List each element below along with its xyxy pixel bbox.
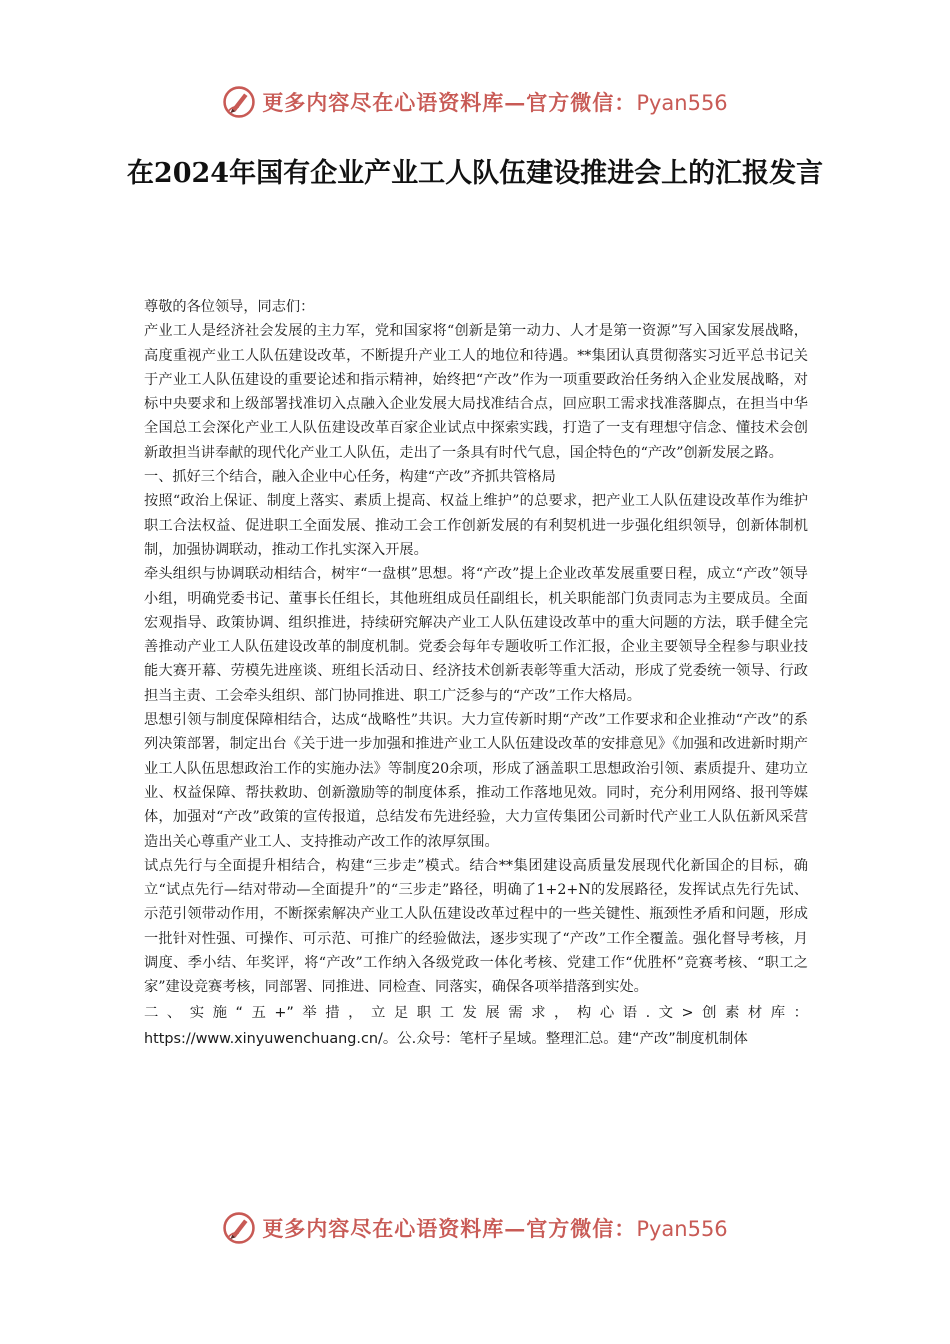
document-body xyxy=(144,295,808,1052)
pen-logo-icon xyxy=(222,1211,256,1245)
bottom-banner xyxy=(0,1206,950,1250)
section-heading: 二、实施“五+”举措，立足职工发展需求，构心语.文>创素材库：https://www.xinyuwenchuang.cn/。公.众号：笔杆子星域。整理汇总。建“产改”制度机制体 xyxy=(144,1004,808,1047)
banner-wechat: Pyan556 xyxy=(636,1217,728,1241)
section-heading: 一、抓好三个结合，融入企业中心任务，构建“产改”齐抓共管格局 xyxy=(144,469,556,486)
paragraph: 牵头组织与协调联动相结合，树牢“一盘棋”思想。将“产改”提上企业改革发展重要日程，成立“产改”领导小组，明确党委书记、董事长任组长，其他班组成员任副组长，机关职能部门负责同志为主要成员。全面宏观指导、政策协调、组织推进，持续研究解决产业工人队伍建设改革中的重大问题的方法，联手健全完善推动产业工人队伍建设改革的制度机制。党委会每年专题收听工作汇报，企业主要领导全程参与职业技能大赛开幕、劳模先进座谈、班组长活动日、经济技术创新表彰等重大活动，形成了党委统一领导、行政担当主责、工会牵头组织、部门协同推进、职工广泛参与的“产改”工作大格局。 xyxy=(144,566,808,704)
paragraph: 试点先行与全面提升相结合，构建“三步走”模式。结合**集团建设高质量发展现代化新国企的目标，确立“试点先行—结对带动—全面提升”的“三步走”路径，明确了1+2+N的发展路径，发挥试点先行先试、示范引领带动作用，不断探索解决产业工人队伍建设改革过程中的一些关键性、瓶颈性矛盾和问题，形成一批针对性强、可操作、可示范、可推广的经验做法，逐步实现了“产改”工作全覆盖。强化督导考核，月调度、季小结、年奖评，将“产改”工作纳入各级党政一体化考核、党建工作“优胜杯”竞赛考核、“职工之家”建设竞赛考核，同部署、同推进、同检查、同落实，确保各项举措落到实处。 xyxy=(144,857,808,996)
page-title: 在2024年国有企业产业工人队伍建设推进会上的汇报发言 xyxy=(126,158,824,189)
salutation: 尊敬的各位领导，同志们： xyxy=(144,299,315,315)
banner-wechat: Pyan556 xyxy=(636,91,728,115)
paragraph: 思想引领与制度保障相结合，达成“战略性”共识。大力宣传新时期“产改”工作要求和企业推动“产改”的系列决策部署，制定出台《关于进一步加强和推进产业工人队伍建设改革的安排意见》《加强和改进新时期产业工人队伍思想政治工作的实施办法》等制度20余项，形成了涵盖职工思想政治引领、素质提升、建功立业、权益保障、帮扶救助、创新激励等的制度体系，推动工作落地见效。同时，充分利用网络、报刊等媒体，加强对“产改”政策的宣传报道，总结发布先进经验，大力宣传集团公司新时代产业工人队伍新风采营造出关心尊重产业工人、支持推动产改工作的浓厚氛围。 xyxy=(144,712,808,850)
top-banner xyxy=(0,80,950,124)
pen-logo-icon xyxy=(222,85,256,119)
paragraph: 按照“政治上保证、制度上落实、素质上提高、权益上维护”的总要求，把产业工人队伍建设改革作为维护职工合法权益、促进职工全面发展、推动工会工作创新发展的有利契机进一步强化组织领导，创新体制机制，加强协调联动，推动工作扎实深入开展。 xyxy=(144,493,808,558)
banner-text: 更多内容尽在心语资料库—官方微信：Pyan556 xyxy=(262,1216,728,1241)
banner-text: 更多内容尽在心语资料库—官方微信：Pyan556 xyxy=(262,90,728,115)
paragraph: 产业工人是经济社会发展的主力军，党和国家将“创新是第一动力、人才是第一资源”写入国家发展战略，高度重视产业工人队伍建设改革，不断提升产业工人的地位和待遇。**集团认真贯彻落实习近平总书记关于产业工人队伍建设的重要论述和指示精神，始终把“产改”作为一项重要政治任务纳入企业发展战略，对标中央要求和上级部署找准切入点融入企业发展大局找准结合点，回应职工需求找准落脚点，在担当中华全国总工会深化产业工人队伍建设改革百家企业试点中探索实践，打造了一支有理想守信念、懂技术会创新敢担当讲奉献的现代化产业工人队伍，走出了一条具有时代气息，国企特色的“产改”创新发展之路。 xyxy=(144,323,808,461)
